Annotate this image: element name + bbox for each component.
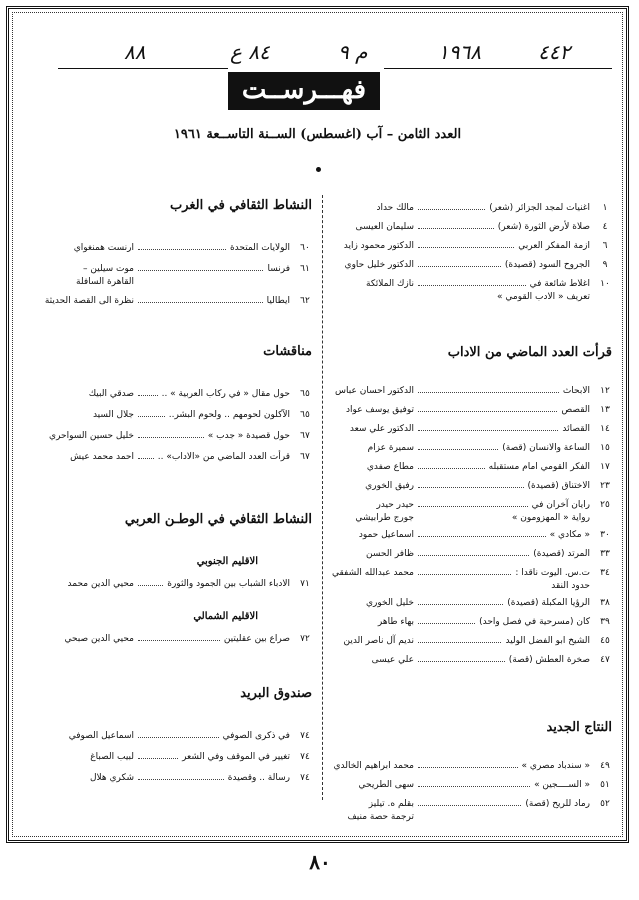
entry-author: موت سيلين – (83, 264, 134, 274)
section-heading: النشاط الثقافي في الوطـن العربي (124, 512, 312, 527)
entry-page-number: ٧٤ (300, 731, 310, 741)
dotted-leader (418, 642, 501, 643)
dotted-leader (138, 249, 226, 250)
entry-page-number: ٣٠ (600, 530, 610, 540)
entry-page-number: ٥٢ (600, 799, 610, 809)
toc-entry (336, 221, 616, 234)
toc-entry (336, 202, 616, 215)
entry-author: توفيق يوسف عواد (346, 405, 414, 415)
entry-page-number: ٤٥ (600, 636, 610, 646)
entry-title: قرأت العدد الماضي من «الاداب» .. (157, 452, 290, 462)
entry-title: ايطاليا (266, 296, 290, 306)
dotted-leader (418, 228, 494, 229)
dotted-leader (138, 437, 204, 438)
toc-entry (336, 616, 616, 629)
entry-title: رسالة .. وقصيدة (227, 773, 290, 783)
subsection-heading: الاقليم الجنوبي (196, 556, 258, 567)
toc-entry (28, 578, 316, 591)
toc-entry (336, 259, 616, 272)
entry-page-number: ٦٥ (300, 410, 310, 420)
toc-entry (28, 451, 316, 464)
entry-title: اغلاط شائعة في (529, 279, 590, 289)
entry-page-number: ١٧ (600, 462, 610, 472)
entry-page-number: ٣٩ (600, 617, 610, 627)
entry-page-number: ٤٩ (600, 761, 610, 771)
toc-entry (336, 240, 616, 253)
entry-author: محمد عبدالله الشفقي (331, 568, 414, 578)
dotted-leader (138, 585, 163, 586)
entry-title: الاختناق (قصيدة) (527, 481, 590, 491)
dotted-leader (138, 640, 220, 641)
entry-author: الدكتور محمود زايد (343, 241, 414, 251)
entry-page-number: ٧١ (300, 579, 310, 589)
toc-entry (336, 654, 616, 667)
entry-author: جلال السيد (92, 410, 134, 420)
entry-title: الولايات المتحدة (229, 243, 290, 253)
dotted-leader (418, 767, 518, 768)
toc-entry (28, 772, 316, 785)
entry-title: ت.س. اليوت ناقدا : (515, 568, 590, 578)
entry-page-number: ١٢ (600, 386, 610, 396)
entry-author: صدقي البيك (88, 389, 134, 399)
section-heading: النتاج الجديد (546, 720, 612, 735)
entry-author: اسماعيل الصوفي (68, 731, 134, 741)
entry-author-line2: القاهرة السافلة (76, 277, 134, 287)
entry-page-number: ٧٢ (300, 634, 310, 644)
entry-page-number: ٢٥ (600, 500, 610, 510)
dotted-leader (138, 758, 178, 759)
dotted-leader (418, 604, 503, 605)
entry-title: تغيير في الموقف وفي الشعر (182, 752, 290, 762)
dotted-leader (418, 392, 559, 393)
entry-title: « الســــجين » (534, 780, 590, 790)
toc-entry (28, 388, 316, 401)
header-rule-left (58, 68, 228, 69)
page-number: ٨٠ (309, 850, 331, 874)
entry-author: خليل الخوري (365, 598, 414, 608)
entry-title: حول قصيدة « جدب » (207, 431, 290, 441)
entry-title-line2: رواية « المهزومون » (511, 513, 590, 523)
toc-entry (336, 798, 616, 824)
dotted-leader (138, 302, 263, 303)
dotted-leader (418, 805, 521, 806)
entry-title: صراع بين عقليتين (223, 634, 290, 644)
entry-author: اسماعيل حمود (358, 530, 414, 540)
bullet-dot (316, 167, 321, 172)
entry-author: بقلم ه. تيليز (368, 799, 414, 809)
entry-title: صخرة العطش (قصة) (508, 655, 590, 665)
entry-page-number: ١٤ (600, 424, 610, 434)
entry-author-line2: جورج طرابيشي (355, 513, 414, 523)
toc-entry (333, 760, 616, 773)
entry-title-line2: تعريف « الادب القومي » (497, 292, 590, 302)
entry-page-number: ١٠ (600, 279, 610, 289)
entry-page-number: ٦٠ (300, 243, 310, 253)
entry-author: مالك حداد (376, 203, 414, 213)
entry-title: « مكادي » (549, 530, 590, 540)
entry-title: اغنيات لمجد الجزائر (شعر) (489, 203, 590, 213)
section-heading: صندوق البريد (240, 686, 312, 701)
entry-author: حيدر حيدر (376, 500, 414, 510)
entry-title: صلاة لأرض الثورة (شعر) (497, 222, 590, 232)
dotted-leader (418, 555, 529, 556)
dotted-leader (418, 468, 485, 469)
entry-author: احمد محمد عيش (70, 452, 134, 462)
entry-title: رماد للريح (قصة) (525, 799, 590, 809)
column-divider (322, 195, 323, 800)
toc-entry (336, 480, 616, 493)
entry-page-number: ٧٤ (300, 773, 310, 783)
entry-page-number: ٤ (602, 222, 608, 232)
entry-title: في ذكرى الصوفي (222, 731, 290, 741)
entry-page-number: ١٣ (600, 405, 610, 415)
entry-author: الدكتور علي سعد (349, 424, 414, 434)
issue-line: العدد الثامن – آب (اغسطس) الســنة التاســعة ١٩٦١ (173, 127, 462, 142)
entry-title: كان (مسرحية في فصل واحد) (479, 617, 590, 627)
toc-entry (336, 278, 616, 304)
entry-title: المرتد (قصيدة) (533, 549, 590, 559)
handwritten-code: ١٩٦٨ (438, 40, 481, 64)
section-heading: قرأت العدد الماضي من الاداب (447, 345, 612, 360)
toc-entry (336, 442, 616, 455)
dotted-leader (418, 449, 498, 450)
entry-author: الدكتور خليل حاوي (344, 260, 414, 270)
entry-author: نظرة الى القصة الحديثة (44, 296, 134, 306)
entry-author: نازك الملائكة (366, 279, 414, 289)
entry-page-number: ٣٨ (600, 598, 610, 608)
handwritten-code: ٤٤٢ (538, 40, 571, 64)
entry-author: سهى الطريحي (358, 780, 414, 790)
section-heading: مناقشات (263, 344, 312, 359)
handwritten-code: ٨٨ (124, 40, 146, 64)
handwritten-code: م ٩ (338, 40, 368, 64)
dotted-leader (418, 411, 557, 412)
entry-page-number: ١ (602, 203, 608, 213)
subsection-heading: الاقليم الشمالي (193, 611, 258, 622)
entry-author: ارنست همنغواي (73, 243, 134, 253)
entry-author-line2: ترجمة حصة منيف (347, 812, 414, 822)
entry-title: الرؤيا المكبلة (قصيدة) (507, 598, 590, 608)
dotted-leader (418, 487, 524, 488)
toc-entry (336, 529, 616, 542)
entry-author: محيي الدين صبحي (64, 634, 134, 644)
toc-entry (28, 295, 316, 308)
toc-entry (336, 385, 616, 398)
contents-banner: فهـــرســت (228, 72, 380, 110)
dotted-leader (418, 506, 528, 507)
entry-author: رفيق الخوري (365, 481, 414, 491)
entry-title: فرنسا (267, 264, 290, 274)
entry-author: الدكتور احسان عباس (335, 386, 414, 396)
entry-author: ظافر الحسن (366, 549, 414, 559)
entry-page-number: ٧٤ (300, 752, 310, 762)
entry-author: خليل حسين السواحري (49, 431, 134, 441)
entry-author: بهاء طاهر (377, 617, 414, 627)
entry-title: الآكلون لحومهم .. ولحوم البشر.. (168, 410, 290, 420)
toc-entry (28, 633, 316, 646)
dotted-leader (138, 779, 224, 780)
dotted-leader (138, 395, 158, 396)
entry-author: لبيب الصباغ (90, 752, 134, 762)
toc-entry (336, 404, 616, 417)
entry-page-number: ٥١ (600, 780, 610, 790)
entry-title: الساعة والانسان (قصة) (502, 443, 590, 453)
entry-title: الجروح السود (قصيدة) (504, 260, 590, 270)
toc-entry (28, 409, 316, 422)
entry-author: محيي الدين محمد (67, 579, 134, 589)
section-heading: النشاط الثقافي في الغرب (169, 198, 312, 213)
entry-title: حول مقال « في ركاب العربية » .. (161, 389, 290, 399)
dotted-leader (418, 247, 514, 248)
entry-page-number: ٦٢ (300, 296, 310, 306)
entry-author: شكري هلال (89, 773, 134, 783)
toc-entry (336, 779, 616, 792)
dotted-leader (418, 786, 530, 787)
header-rule-right (384, 68, 612, 69)
entry-page-number: ١٥ (600, 443, 610, 453)
entry-title: ازمة المفكر العربي (518, 241, 590, 251)
toc-entry (28, 242, 316, 255)
toc-entry (336, 423, 616, 436)
entry-author: علي عيسى (371, 655, 414, 665)
entry-page-number: ٢٣ (600, 481, 610, 491)
entry-page-number: ٣٣ (600, 549, 610, 559)
entry-author: سميرة عزام (367, 443, 414, 453)
entry-title: « سندباد مصري » (521, 761, 590, 771)
dotted-leader (138, 737, 219, 738)
entry-author: سليمان العيسى (355, 222, 414, 232)
entry-title: الشيخ ابو الفضل الوليد (505, 636, 590, 646)
dotted-leader (418, 430, 558, 431)
dotted-leader (418, 209, 485, 210)
toc-entry (336, 499, 616, 525)
entry-page-number: ٣٤ (600, 568, 610, 578)
entry-page-number: ٦ (602, 241, 608, 251)
dotted-leader (138, 458, 154, 459)
dotted-leader (418, 536, 546, 537)
toc-entry (28, 730, 316, 743)
dotted-leader (418, 661, 505, 662)
entry-title: الابحاث (562, 386, 590, 396)
handwritten-code: ٨٤ ع (230, 40, 270, 64)
dotted-leader (418, 285, 526, 286)
toc-entry (28, 430, 316, 443)
entry-title: الفكر القومي امام مستقبله (488, 462, 590, 472)
toc-entry (336, 597, 616, 610)
entry-author: نديم آل ناصر الدين (343, 636, 414, 646)
dotted-leader (138, 270, 263, 271)
entry-page-number: ٦١ (300, 264, 310, 274)
entry-page-number: ٤٧ (600, 655, 610, 665)
entry-page-number: ٦٥ (300, 389, 310, 399)
toc-entry (28, 751, 316, 764)
entry-title: القصائد (562, 424, 590, 434)
toc-entry (336, 635, 616, 648)
toc-entry (336, 461, 616, 474)
toc-entry (336, 548, 616, 561)
entry-title: القصص (561, 405, 590, 415)
dotted-leader (418, 623, 475, 624)
entry-author: مطاع صفدي (366, 462, 414, 472)
toc-entry (331, 567, 616, 593)
dotted-leader (418, 574, 511, 575)
entry-page-number: ٦٧ (300, 431, 310, 441)
dotted-leader (418, 266, 501, 267)
entry-title: الادباء الشباب بين الجمود والثورة (167, 579, 290, 589)
entry-title: رايان آخران في (531, 500, 590, 510)
entry-page-number: ٦٧ (300, 452, 310, 462)
toc-entry (28, 263, 316, 289)
entry-title-line2: حدود النقد (551, 581, 590, 591)
entry-page-number: ٩ (602, 260, 608, 270)
entry-author: محمد ابراهيم الخالدي (333, 761, 414, 771)
dotted-leader (138, 416, 165, 417)
